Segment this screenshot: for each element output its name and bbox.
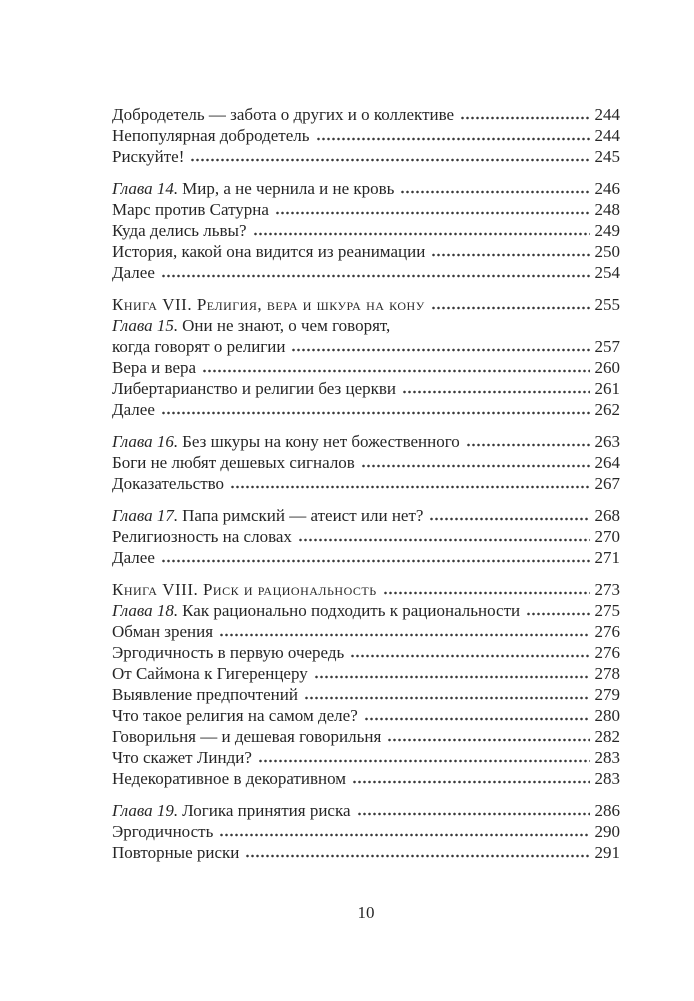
toc-entry-label	[112, 220, 247, 241]
dot-leader-icon	[401, 190, 589, 194]
toc-entry-label	[112, 452, 355, 473]
toc-chapter-prefix: Глава 16.	[112, 432, 179, 451]
toc-entry-page: 270	[594, 527, 620, 546]
toc-row	[112, 579, 620, 600]
toc-entry-text: Как рационально подходить к рациональности	[182, 601, 521, 620]
toc-entry-label	[112, 747, 252, 768]
toc-entry-label	[112, 125, 310, 146]
toc-entry-page: 286	[594, 801, 620, 820]
toc-entry-label	[112, 399, 155, 420]
toc-row	[112, 452, 620, 473]
dot-leader-icon	[162, 559, 590, 563]
toc-entry-text: Обман зрения	[112, 622, 214, 641]
toc-entry-text: История, какой она видится из реанимации	[112, 242, 426, 261]
toc-entry-page: 279	[594, 685, 620, 704]
toc-entry-label	[112, 505, 423, 526]
toc-entry-label	[112, 642, 344, 663]
dot-leader-icon	[191, 158, 589, 162]
toc-entry-text: Выявление предпочтений	[112, 685, 298, 704]
toc-entry-page: 245	[594, 147, 620, 166]
toc-entry-label	[112, 241, 425, 262]
toc-entry-label	[112, 547, 155, 568]
toc-chapter-prefix: Глава 18.	[112, 601, 179, 620]
toc-entry-label	[112, 315, 390, 336]
dot-leader-icon	[467, 443, 590, 447]
toc-entry-text: Мир, а не чернила и не кровь	[182, 179, 395, 198]
toc-row	[112, 705, 620, 726]
toc-entry-page: 282	[594, 727, 620, 746]
toc-entry-label	[112, 178, 394, 199]
toc-entry-label	[112, 663, 308, 684]
toc-row	[112, 526, 620, 547]
toc-entry-text: Логика принятия риска	[182, 801, 351, 820]
toc-entry-page: 264	[594, 453, 620, 472]
toc-row	[112, 315, 620, 336]
toc-entry-label	[112, 357, 196, 378]
toc-entry-text: Марс против Сатурна	[112, 200, 269, 219]
toc-entry-text: Боги не любят дешевых сигналов	[112, 453, 355, 472]
toc-row	[112, 600, 620, 621]
toc-entry-page: 280	[594, 706, 620, 725]
toc-entry-label	[112, 526, 292, 547]
dot-leader-icon	[317, 137, 590, 141]
toc-row	[112, 663, 620, 684]
toc-row	[112, 621, 620, 642]
dot-leader-icon	[527, 612, 589, 616]
toc-entry-page: 255	[594, 295, 620, 314]
dot-leader-icon	[276, 211, 590, 215]
toc-row	[112, 241, 620, 262]
toc-entry-text: Непопулярная добродетель	[112, 126, 310, 145]
dot-leader-icon	[384, 591, 590, 595]
dot-leader-icon	[220, 833, 589, 837]
toc-entry-label	[112, 600, 520, 621]
toc-row	[112, 547, 620, 568]
toc-entry-page: 263	[594, 432, 620, 451]
page-number: 10	[357, 903, 375, 922]
toc-entry-page: 246	[594, 179, 620, 198]
toc-entry-page: 278	[594, 664, 620, 683]
toc-row	[112, 378, 620, 399]
toc-entry-label	[112, 146, 184, 167]
toc-entry-page: 244	[594, 105, 620, 124]
dot-leader-icon	[220, 633, 589, 637]
toc-entry-page: 268	[594, 506, 620, 525]
toc-entry-text: Эргодичность	[112, 822, 214, 841]
toc-entry-text: когда говорят о религии	[112, 337, 286, 356]
toc-entry-page: 248	[594, 200, 620, 219]
dot-leader-icon	[353, 780, 589, 784]
table-of-contents	[112, 104, 620, 863]
toc-entry-text: От Саймона к Гигеренцеру	[112, 664, 308, 683]
toc-entry-page: 291	[594, 843, 620, 862]
toc-row	[112, 104, 620, 125]
toc-entry-label	[112, 579, 377, 600]
toc-row	[112, 146, 620, 167]
toc-entry-label	[112, 768, 346, 789]
page-footer	[112, 902, 620, 923]
toc-row	[112, 262, 620, 283]
toc-entry-page: 276	[594, 622, 620, 641]
toc-entry-page: 267	[594, 474, 620, 493]
dot-leader-icon	[403, 390, 590, 394]
toc-chapter-prefix: Глава 15.	[112, 316, 179, 335]
dot-leader-icon	[362, 464, 590, 468]
toc-entry-label	[112, 262, 155, 283]
toc-entry-page: 290	[594, 822, 620, 841]
toc-entry-label	[112, 104, 454, 125]
toc-entry-page: 249	[594, 221, 620, 240]
toc-entry-label	[112, 431, 460, 452]
toc-entry-text: Доказательство	[112, 474, 225, 493]
toc-entry-text: Вера и вера	[112, 358, 197, 377]
dot-leader-icon	[351, 654, 589, 658]
dot-leader-icon	[305, 696, 590, 700]
toc-entry-text: Либертарианство и религии без церкви	[112, 379, 396, 398]
toc-entry-text: Рискуйте!	[112, 147, 185, 166]
toc-row	[112, 684, 620, 705]
toc-entry-label	[112, 378, 396, 399]
toc-row	[112, 178, 620, 199]
toc-entry-label	[112, 199, 269, 220]
dot-leader-icon	[203, 369, 589, 373]
toc-entry-page: 262	[594, 400, 620, 419]
dot-leader-icon	[432, 253, 589, 257]
toc-entry-text: Что скажет Линди?	[112, 748, 252, 767]
dot-leader-icon	[388, 738, 589, 742]
dot-leader-icon	[432, 306, 590, 310]
toc-entry-text: Далее	[112, 263, 155, 282]
toc-chapter-prefix: Глава 14.	[112, 179, 179, 198]
toc-entry-text: Без шкуры на кону нет божественного	[182, 432, 460, 451]
toc-entry-label	[112, 294, 425, 315]
dot-leader-icon	[231, 485, 589, 489]
toc-entry-label	[112, 821, 213, 842]
toc-entry-page: 260	[594, 358, 620, 377]
toc-entry-page: 244	[594, 126, 620, 145]
toc-entry-label	[112, 621, 213, 642]
dot-leader-icon	[430, 517, 589, 521]
toc-entry-text: Религиозность на словах	[112, 527, 292, 546]
toc-entry-page: 261	[594, 379, 620, 398]
toc-chapter-prefix: Глава 17.	[112, 506, 179, 525]
toc-entry-text: Добродетель — забота о других и о коллективе	[112, 105, 455, 124]
toc-entry-label	[112, 842, 239, 863]
toc-entry-page: 283	[594, 769, 620, 788]
toc-row	[112, 800, 620, 821]
dot-leader-icon	[365, 717, 590, 721]
dot-leader-icon	[162, 411, 590, 415]
toc-entry-text: Повторные риски	[112, 843, 240, 862]
toc-entry-page: 273	[594, 580, 620, 599]
toc-row	[112, 399, 620, 420]
toc-entry-text: Далее	[112, 400, 155, 419]
dot-leader-icon	[162, 274, 590, 278]
dot-leader-icon	[259, 759, 590, 763]
toc-row	[112, 431, 620, 452]
toc-row	[112, 642, 620, 663]
toc-row	[112, 357, 620, 378]
toc-chapter-prefix: Глава 19.	[112, 801, 179, 820]
toc-row	[112, 220, 620, 241]
toc-row	[112, 842, 620, 863]
toc-row	[112, 768, 620, 789]
dot-leader-icon	[246, 854, 589, 858]
toc-entry-page: 275	[594, 601, 620, 620]
dot-leader-icon	[254, 232, 590, 236]
toc-entry-page: 257	[594, 337, 620, 356]
toc-entry-page: 276	[594, 643, 620, 662]
toc-entry-page: 250	[594, 242, 620, 261]
dot-leader-icon	[315, 675, 590, 679]
dot-leader-icon	[461, 116, 589, 120]
toc-row	[112, 199, 620, 220]
toc-entry-text: Книга VII. Религия, вера и шкура на кону	[112, 295, 425, 314]
toc-entry-text: Эргодичность в первую очередь	[112, 643, 345, 662]
toc-entry-text: Что такое религия на самом деле?	[112, 706, 358, 725]
toc-entry-label	[112, 684, 298, 705]
toc-entry-label	[112, 705, 358, 726]
toc-entry-text: Куда делись львы?	[112, 221, 247, 240]
toc-entry-text: Книга VIII. Риск и рациональность	[112, 580, 377, 599]
toc-row	[112, 473, 620, 494]
toc-entry-label	[112, 473, 224, 494]
toc-row	[112, 726, 620, 747]
toc-entry-label	[112, 726, 381, 747]
toc-entry-page: 271	[594, 548, 620, 567]
toc-row	[112, 821, 620, 842]
toc-row	[112, 505, 620, 526]
dot-leader-icon	[299, 538, 590, 542]
toc-entry-label	[112, 336, 285, 357]
toc-row	[112, 125, 620, 146]
toc-row	[112, 336, 620, 357]
toc-entry-text: Они не знают, о чем говорят,	[182, 316, 391, 335]
toc-entry-text: Говорильня — и дешевая говорильня	[112, 727, 382, 746]
toc-entry-page: 254	[594, 263, 620, 282]
toc-entry-label	[112, 800, 351, 821]
dot-leader-icon	[358, 812, 590, 816]
toc-row	[112, 294, 620, 315]
toc-entry-page: 283	[594, 748, 620, 767]
toc-entry-text: Далее	[112, 548, 155, 567]
toc-entry-text: Папа римский — атеист или нет?	[182, 506, 424, 525]
toc-row	[112, 747, 620, 768]
toc-entry-text: Недекоративное в декоративном	[112, 769, 347, 788]
dot-leader-icon	[292, 348, 589, 352]
